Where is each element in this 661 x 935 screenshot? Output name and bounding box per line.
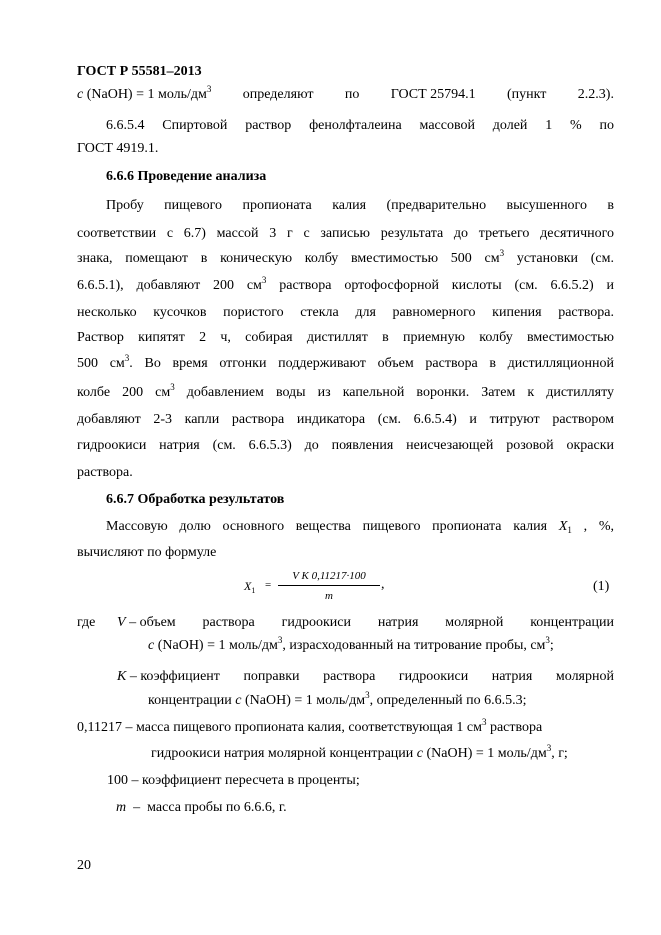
- paragraph-line: знака, помещают в коническую колбу вместимостью 500 $см^3$ установки (см.: [77, 248, 614, 266]
- where-v-line1: V – объем раствора гидроокиси натрия молярной концентрации: [117, 615, 614, 630]
- fraction-bar: [278, 585, 380, 586]
- where-coef-line2: гидроокиси натрия молярной концентрации c (NaOH) = 1 моль/$дм^3$, г;: [151, 743, 568, 761]
- section-666-heading: 6.6.6 Проведение анализа: [106, 169, 267, 184]
- concentration-line: c (NaOH) = 1 моль/$дм^3$ определяют по ГОСТ 25794.1 (пункт 2.2.3).: [77, 84, 614, 102]
- where-k-line1: K – коэффициент поправки раствора гидроокиси натрия молярной: [117, 669, 614, 684]
- paragraph-6654-line1: 6.6.5.4 Спиртовой раствор фенолфталеина массовой долей 1 % по: [106, 118, 614, 133]
- where-k-line2: концентрации c (NaOH) = 1 моль/$дм^3$, определенный по 6.6.5.3;: [148, 690, 527, 708]
- page-number: 20: [77, 858, 91, 873]
- where-hundred: 100 – коэффициент пересчета в проценты;: [107, 773, 360, 788]
- paragraph-line: раствора.: [77, 465, 133, 480]
- section-667-heading: 6.6.7 Обработка результатов: [106, 492, 285, 507]
- formula-number: (1): [593, 579, 610, 594]
- paragraph-line: колбе 200 $см^3$ добавлением воды из капельной воронки. Затем к дистилляту: [77, 382, 615, 400]
- paragraph-line: несколько кусочков пористого стекла для равномерного кипения раствора.: [77, 305, 614, 320]
- paragraph-line: вычисляют по формуле: [77, 545, 217, 560]
- paragraph-line: Пробу пищевого пропионата калия (предварительно высушенного в: [106, 198, 614, 213]
- where-m: m – масса пробы по 6.6.6, г.: [116, 800, 287, 815]
- paragraph-line: соответствии с 6.7) массой 3 г с записью результата до третьего десятичного: [77, 226, 614, 241]
- paragraph-line: добавляют 2-3 капли раствора индикатора (см. 6.6.5.4) и титруют раствором: [77, 412, 614, 427]
- paragraph-line: Массовую долю основного вещества пищевого пропионата калия $X_1$ , %,: [106, 519, 614, 535]
- standard-header: ГОСТ Р 55581–2013: [77, 64, 202, 79]
- paragraph-line: гидроокиси натрия (см. 6.6.5.3) до появления неисчезающей розовой окраски: [77, 438, 614, 453]
- where-v-line2: c (NaOH) = 1 моль/$дм^3$, израсходованный на титрование пробы, $см^3$;: [148, 635, 554, 653]
- formula-comma: ,: [381, 577, 385, 592]
- paragraph-6654-line2: ГОСТ 4919.1.: [77, 141, 159, 156]
- formula-numerator: V K 0,11217·100: [292, 570, 366, 582]
- paragraph-line: 6.6.5.1), добавляют 200 $см^3$ раствора ортофосфорной кислоты (см. 6.6.5.2) и: [77, 275, 614, 293]
- paragraph-line: 500 $см^3$. Во время отгонки поддерживают объем раствора в дистилляционной: [77, 353, 614, 371]
- formula-denominator: m: [325, 590, 333, 602]
- formula-equals: =: [265, 579, 272, 591]
- formula-lhs: $X_1$: [244, 579, 256, 595]
- where-coef-line1: 0,11217 – масса пищевого пропионата калия, соответствующая 1 $см^3$ раствора: [77, 717, 543, 735]
- paragraph-line: Раствор кипятят 2 ч, собирая дистиллят в приемную колбу вместимостью: [77, 330, 614, 345]
- where-label: где: [77, 615, 96, 630]
